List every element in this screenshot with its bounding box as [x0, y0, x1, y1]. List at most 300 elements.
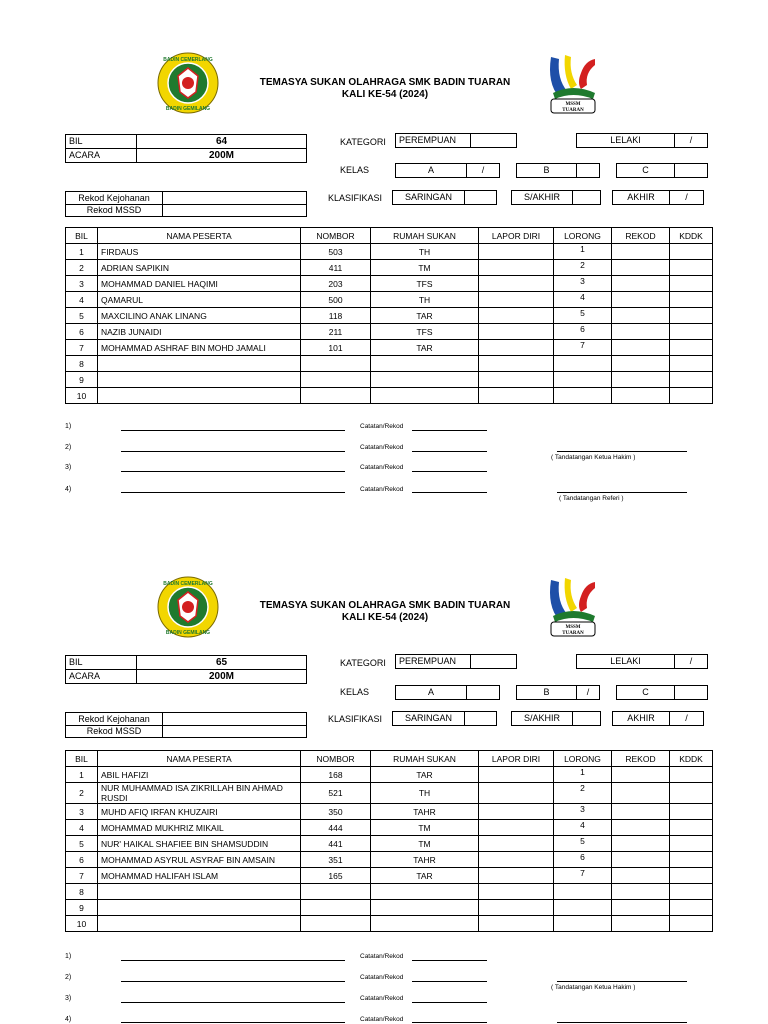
- row-kddk-cell[interactable]: [670, 783, 713, 804]
- kelas-label: KELAS: [340, 687, 370, 697]
- row-bil-cell: 6: [66, 324, 98, 340]
- row-rekod-cell[interactable]: [612, 324, 670, 340]
- catatan-line-1[interactable]: [412, 430, 487, 431]
- table-row: [66, 868, 713, 884]
- col-header-kddk: KDDK: [670, 751, 713, 767]
- akhir-label: AKHIR: [612, 190, 670, 205]
- row-rumah-cell: [371, 884, 479, 900]
- row-nombor-cell: 521: [301, 783, 371, 804]
- row-rekod-cell[interactable]: [612, 388, 670, 404]
- row-rumah-cell: TH: [371, 292, 479, 308]
- kategori-label: KATEGORI: [340, 137, 386, 147]
- table-row: [66, 324, 713, 340]
- row-kddk-cell[interactable]: [670, 388, 713, 404]
- row-lapor-cell[interactable]: [479, 783, 554, 804]
- kategori-label: KATEGORI: [340, 658, 386, 668]
- row-rumah-cell: [371, 388, 479, 404]
- table-row: [66, 308, 713, 324]
- row-bil-cell: 3: [66, 276, 98, 292]
- row-nama-cell: MAXCILINO ANAK LINANG: [98, 308, 301, 324]
- row-lorong-cell: 3: [554, 276, 612, 292]
- row-rumah-cell: TAHR: [371, 852, 479, 868]
- line-number-4: 4): [65, 1016, 72, 1023]
- klasifikasi-label: KLASIFIKASI: [328, 714, 383, 724]
- col-header-bil: BIL: [66, 228, 98, 244]
- col-header-lorong: LORONG: [554, 228, 612, 244]
- sakhir-label: S/AKHIR: [511, 711, 573, 726]
- row-lapor-cell[interactable]: [479, 868, 554, 884]
- row-lapor-cell[interactable]: [479, 308, 554, 324]
- row-rumah-cell: TM: [371, 836, 479, 852]
- row-nama-cell: MOHAMMAD DANIEL HAQIMI: [98, 276, 301, 292]
- row-kddk-cell[interactable]: [670, 916, 713, 932]
- table-body: [66, 244, 713, 404]
- rekod-mssd-label: Rekod MSSD: [65, 725, 163, 738]
- ketua-hakim-label: ( Tandatangan Ketua Hakim ): [551, 454, 636, 461]
- row-rekod-cell[interactable]: [612, 372, 670, 388]
- svg-text:BADIN GEMILANG: BADIN GEMILANG: [165, 106, 211, 112]
- row-kddk-cell[interactable]: [670, 340, 713, 356]
- row-lapor-cell[interactable]: [479, 820, 554, 836]
- perempuan-check[interactable]: [470, 133, 517, 148]
- class-b-check[interactable]: /: [576, 685, 600, 700]
- ketua-hakim-signature-line[interactable]: [557, 451, 687, 452]
- row-lorong-cell: 5: [554, 308, 612, 324]
- lelaki-label: LELAKI: [576, 133, 675, 148]
- row-lorong-cell: 2: [554, 783, 612, 804]
- svg-text:TUARAN: TUARAN: [562, 631, 584, 636]
- row-bil-cell: 7: [66, 340, 98, 356]
- row-nama-cell: QAMARUL: [98, 292, 301, 308]
- table-row: [66, 356, 713, 372]
- row-nombor-cell: [301, 388, 371, 404]
- saringan-label: SARINGAN: [392, 190, 465, 205]
- row-bil-cell: 6: [66, 852, 98, 868]
- row-nombor-cell: 444: [301, 820, 371, 836]
- row-rumah-cell: TAR: [371, 340, 479, 356]
- row-kddk-cell[interactable]: [670, 884, 713, 900]
- class-c-check[interactable]: [674, 685, 708, 700]
- row-lorong-cell: [554, 356, 612, 372]
- row-lorong-cell: 5: [554, 836, 612, 852]
- row-nombor-cell: [301, 916, 371, 932]
- row-bil-cell: 10: [66, 388, 98, 404]
- row-nombor-cell: 168: [301, 767, 371, 783]
- acara-value-cell[interactable]: 200M: [136, 148, 307, 163]
- svg-text:TUARAN: TUARAN: [562, 108, 584, 113]
- catatan-label-2: Catatan/Rekod: [360, 444, 404, 451]
- row-bil-cell: 5: [66, 308, 98, 324]
- row-lapor-cell[interactable]: [479, 804, 554, 820]
- table-row: [66, 916, 713, 932]
- ketua-hakim-signature-line[interactable]: [557, 981, 687, 982]
- class-a-label: A: [395, 685, 467, 700]
- heat-sheet-64: [0, 0, 768, 500]
- row-lorong-cell: [554, 900, 612, 916]
- row-bil-cell: 7: [66, 868, 98, 884]
- class-b-check[interactable]: [576, 163, 600, 178]
- row-lorong-cell: 4: [554, 820, 612, 836]
- col-header-bil: BIL: [66, 751, 98, 767]
- row-kddk-cell[interactable]: [670, 852, 713, 868]
- sakhir-label: S/AKHIR: [511, 190, 573, 205]
- row-bil-cell: 1: [66, 244, 98, 260]
- row-nama-cell: MUHD AFIQ IRFAN KHUZAIRI: [98, 804, 301, 820]
- row-nombor-cell: [301, 356, 371, 372]
- title-line-2: KALI KE-54 (2024): [341, 612, 429, 623]
- row-nama-cell: MOHAMMAD ASHRAF BIN MOHD JAMALI: [98, 340, 301, 356]
- bil-label-cell: BIL: [65, 655, 137, 670]
- row-rumah-cell: TAR: [371, 868, 479, 884]
- table-row: [66, 836, 713, 852]
- row-lorong-cell: 1: [554, 244, 612, 260]
- row-lapor-cell[interactable]: [479, 852, 554, 868]
- row-rumah-cell: TH: [371, 244, 479, 260]
- col-header-lapor: LAPOR DIRI: [479, 228, 554, 244]
- row-lapor-cell[interactable]: [479, 916, 554, 932]
- rekod-mssd-label: Rekod MSSD: [65, 204, 163, 217]
- line-number-1: 1): [65, 423, 72, 430]
- row-nombor-cell: 165: [301, 868, 371, 884]
- row-kddk-cell[interactable]: [670, 260, 713, 276]
- row-lapor-cell[interactable]: [479, 836, 554, 852]
- row-bil-cell: 4: [66, 820, 98, 836]
- row-kddk-cell[interactable]: [670, 276, 713, 292]
- svg-text:BADIN GEMILANG: BADIN GEMILANG: [165, 630, 211, 636]
- row-nombor-cell: 411: [301, 260, 371, 276]
- result-line-4[interactable]: [121, 492, 345, 493]
- row-bil-cell: 5: [66, 836, 98, 852]
- table-row: [66, 372, 713, 388]
- mssm-tuaran-logo: [545, 576, 601, 638]
- akhir-check[interactable]: /: [669, 190, 704, 205]
- perempuan-check[interactable]: [470, 654, 517, 669]
- sakhir-check[interactable]: [572, 190, 601, 205]
- table-row: [66, 340, 713, 356]
- row-nama-cell: FIRDAUS: [98, 244, 301, 260]
- row-kddk-cell[interactable]: [670, 900, 713, 916]
- row-rekod-cell[interactable]: [612, 804, 670, 820]
- row-kddk-cell[interactable]: [670, 372, 713, 388]
- col-header-nama: NAMA PESERTA: [98, 751, 301, 767]
- row-kddk-cell[interactable]: [670, 836, 713, 852]
- row-rekod-cell[interactable]: [612, 852, 670, 868]
- row-lapor-cell[interactable]: [479, 900, 554, 916]
- row-bil-cell: 9: [66, 900, 98, 916]
- table-row: [66, 783, 713, 804]
- kelas-label: KELAS: [340, 165, 370, 175]
- result-line-3[interactable]: [121, 1002, 345, 1003]
- row-bil-cell: 1: [66, 767, 98, 783]
- rekod-kejohanan-label: Rekod Kejohanan: [65, 191, 163, 205]
- referi-signature-line[interactable]: [557, 1022, 687, 1023]
- acara-value-cell[interactable]: 200M: [136, 669, 307, 684]
- row-kddk-cell[interactable]: [670, 804, 713, 820]
- catatan-label-1: Catatan/Rekod: [360, 953, 404, 960]
- row-bil-cell: 8: [66, 884, 98, 900]
- col-header-lapor: LAPOR DIRI: [479, 751, 554, 767]
- row-rumah-cell: [371, 900, 479, 916]
- row-rekod-cell[interactable]: [612, 783, 670, 804]
- table-row: [66, 292, 713, 308]
- table-header-row: [66, 228, 713, 244]
- saringan-check[interactable]: [464, 711, 497, 726]
- table-header-row: [66, 751, 713, 767]
- row-lorong-cell: 6: [554, 324, 612, 340]
- referi-label: ( Tandatangan Referi ): [559, 495, 624, 502]
- row-rumah-cell: [371, 372, 479, 388]
- perempuan-label: PEREMPUAN: [395, 654, 471, 669]
- row-nama-cell: [98, 372, 301, 388]
- row-nombor-cell: [301, 372, 371, 388]
- line-number-1: 1): [65, 953, 72, 960]
- klasifikasi-label: KLASIFIKASI: [328, 193, 383, 203]
- row-rumah-cell: TM: [371, 820, 479, 836]
- row-lorong-cell: [554, 916, 612, 932]
- row-rekod-cell[interactable]: [612, 767, 670, 783]
- catatan-label-2: Catatan/Rekod: [360, 974, 404, 981]
- row-bil-cell: 10: [66, 916, 98, 932]
- row-bil-cell: 2: [66, 783, 98, 804]
- acara-label-cell: ACARA: [65, 669, 137, 684]
- result-line-3[interactable]: [121, 471, 345, 472]
- row-lorong-cell: [554, 884, 612, 900]
- row-rekod-cell[interactable]: [612, 340, 670, 356]
- line-number-2: 2): [65, 444, 72, 451]
- svg-text:MSSM: MSSM: [565, 102, 581, 107]
- row-nombor-cell: 101: [301, 340, 371, 356]
- result-line-1[interactable]: [121, 960, 345, 961]
- row-rekod-cell[interactable]: [612, 868, 670, 884]
- title-line-2: KALI KE-54 (2024): [341, 89, 429, 100]
- svg-text:BADIN CEMERLANG: BADIN CEMERLANG: [163, 581, 213, 587]
- row-rekod-cell[interactable]: [612, 308, 670, 324]
- mssm-tuaran-logo: [545, 53, 601, 115]
- row-nombor-cell: [301, 884, 371, 900]
- rekod-mssd-value[interactable]: [162, 725, 307, 738]
- lelaki-check[interactable]: /: [674, 133, 708, 148]
- col-header-nombor: NOMBOR: [301, 751, 371, 767]
- referi-signature-line[interactable]: [557, 492, 687, 493]
- row-lapor-cell[interactable]: [479, 372, 554, 388]
- school-crest-logo: [157, 52, 219, 114]
- row-rekod-cell[interactable]: [612, 356, 670, 372]
- svg-text:BADIN CEMERLANG: BADIN CEMERLANG: [163, 57, 213, 63]
- row-rekod-cell[interactable]: [612, 884, 670, 900]
- catatan-label-3: Catatan/Rekod: [360, 464, 404, 471]
- row-nama-cell: ABIL HAFIZI: [98, 767, 301, 783]
- class-a-check[interactable]: [466, 685, 500, 700]
- row-bil-cell: 4: [66, 292, 98, 308]
- catatan-line-2[interactable]: [412, 981, 487, 982]
- row-rekod-cell[interactable]: [612, 292, 670, 308]
- col-header-lorong: LORONG: [554, 751, 612, 767]
- row-rumah-cell: TAR: [371, 767, 479, 783]
- table-row: [66, 804, 713, 820]
- row-rekod-cell[interactable]: [612, 276, 670, 292]
- ketua-hakim-label: ( Tandatangan Ketua Hakim ): [551, 984, 636, 991]
- akhir-check[interactable]: /: [669, 711, 704, 726]
- class-a-check[interactable]: /: [466, 163, 500, 178]
- saringan-check[interactable]: [464, 190, 497, 205]
- row-nama-cell: [98, 356, 301, 372]
- catatan-line-4[interactable]: [412, 492, 487, 493]
- row-lorong-cell: 6: [554, 852, 612, 868]
- row-nama-cell: NAZIB JUNAIDI: [98, 324, 301, 340]
- row-rumah-cell: TFS: [371, 276, 479, 292]
- col-header-kddk: KDDK: [670, 228, 713, 244]
- row-nama-cell: [98, 884, 301, 900]
- row-lorong-cell: [554, 372, 612, 388]
- rekod-mssd-value[interactable]: [162, 204, 307, 217]
- col-header-rekod: REKOD: [612, 228, 670, 244]
- row-nama-cell: [98, 916, 301, 932]
- heat-sheet-65: [0, 524, 768, 1024]
- row-lapor-cell[interactable]: [479, 767, 554, 783]
- row-lapor-cell[interactable]: [479, 884, 554, 900]
- sakhir-check[interactable]: [572, 711, 601, 726]
- row-nombor-cell: 211: [301, 324, 371, 340]
- title-line-1: TEMASYA SUKAN OLAHRAGA SMK BADIN TUARAN: [259, 77, 511, 88]
- row-nama-cell: MOHAMMAD ASYRUL ASYRAF BIN AMSAIN: [98, 852, 301, 868]
- class-c-check[interactable]: [674, 163, 708, 178]
- row-kddk-cell[interactable]: [670, 356, 713, 372]
- col-header-rekod: REKOD: [612, 751, 670, 767]
- catatan-line-3[interactable]: [412, 1002, 487, 1003]
- catatan-line-4[interactable]: [412, 1022, 487, 1023]
- col-header-rumah: RUMAH SUKAN: [371, 228, 479, 244]
- row-kddk-cell[interactable]: [670, 767, 713, 783]
- akhir-label: AKHIR: [612, 711, 670, 726]
- result-line-1[interactable]: [121, 430, 345, 431]
- row-rekod-cell[interactable]: [612, 260, 670, 276]
- catatan-line-2[interactable]: [412, 451, 487, 452]
- line-number-4: 4): [65, 486, 72, 493]
- catatan-label-1: Catatan/Rekod: [360, 423, 404, 430]
- row-lorong-cell: 2: [554, 260, 612, 276]
- perempuan-label: PEREMPUAN: [395, 133, 471, 148]
- table-row: [66, 388, 713, 404]
- table-row: [66, 884, 713, 900]
- row-lapor-cell[interactable]: [479, 388, 554, 404]
- class-a-label: A: [395, 163, 467, 178]
- catatan-line-3[interactable]: [412, 471, 487, 472]
- catatan-label-4: Catatan/Rekod: [360, 486, 404, 493]
- bil-value-cell[interactable]: 64: [136, 134, 307, 149]
- row-nama-cell: NUR' HAIKAL SHAFIEE BIN SHAMSUDDIN: [98, 836, 301, 852]
- table-row: [66, 276, 713, 292]
- table-row: [66, 244, 713, 260]
- rekod-kejohanan-value[interactable]: [162, 712, 307, 726]
- row-kddk-cell[interactable]: [670, 244, 713, 260]
- row-rekod-cell[interactable]: [612, 916, 670, 932]
- row-bil-cell: 3: [66, 804, 98, 820]
- row-nombor-cell: 503: [301, 244, 371, 260]
- table-row: [66, 260, 713, 276]
- row-lorong-cell: 7: [554, 340, 612, 356]
- row-lapor-cell[interactable]: [479, 260, 554, 276]
- class-c-label: C: [616, 685, 675, 700]
- participants-table: [65, 750, 713, 932]
- rekod-kejohanan-value[interactable]: [162, 191, 307, 205]
- bil-label-cell: BIL: [65, 134, 137, 149]
- lelaki-label: LELAKI: [576, 654, 675, 669]
- row-kddk-cell[interactable]: [670, 324, 713, 340]
- row-lapor-cell[interactable]: [479, 356, 554, 372]
- table-row: [66, 820, 713, 836]
- row-rumah-cell: TAR: [371, 308, 479, 324]
- row-lorong-cell: 7: [554, 868, 612, 884]
- catatan-line-1[interactable]: [412, 960, 487, 961]
- row-kddk-cell[interactable]: [670, 820, 713, 836]
- bil-value-cell[interactable]: 65: [136, 655, 307, 670]
- table-body: [66, 767, 713, 932]
- row-lorong-cell: [554, 388, 612, 404]
- col-header-nombor: NOMBOR: [301, 228, 371, 244]
- catatan-label-3: Catatan/Rekod: [360, 995, 404, 1002]
- line-number-2: 2): [65, 974, 72, 981]
- row-nama-cell: [98, 388, 301, 404]
- row-kddk-cell[interactable]: [670, 868, 713, 884]
- row-bil-cell: 8: [66, 356, 98, 372]
- row-nombor-cell: 118: [301, 308, 371, 324]
- row-lapor-cell[interactable]: [479, 340, 554, 356]
- col-header-rumah: RUMAH SUKAN: [371, 751, 479, 767]
- row-lapor-cell[interactable]: [479, 244, 554, 260]
- table-row: [66, 900, 713, 916]
- row-rekod-cell[interactable]: [612, 820, 670, 836]
- page-title: [230, 77, 540, 101]
- row-rumah-cell: TM: [371, 260, 479, 276]
- row-nombor-cell: 350: [301, 804, 371, 820]
- row-lapor-cell[interactable]: [479, 292, 554, 308]
- row-lorong-cell: 4: [554, 292, 612, 308]
- row-nama-cell: NUR MUHAMMAD ISA ZIKRILLAH BIN AHMAD RUSDI: [98, 783, 301, 804]
- row-nombor-cell: 500: [301, 292, 371, 308]
- row-nama-cell: [98, 900, 301, 916]
- catatan-label-4: Catatan/Rekod: [360, 1016, 404, 1023]
- row-rumah-cell: [371, 916, 479, 932]
- table-row: [66, 852, 713, 868]
- class-b-label: B: [516, 685, 577, 700]
- row-bil-cell: 2: [66, 260, 98, 276]
- result-line-2[interactable]: [121, 451, 345, 452]
- row-kddk-cell[interactable]: [670, 292, 713, 308]
- row-rekod-cell[interactable]: [612, 900, 670, 916]
- row-nombor-cell: 441: [301, 836, 371, 852]
- row-nama-cell: MOHAMMAD HALIFAH ISLAM: [98, 868, 301, 884]
- row-lorong-cell: 3: [554, 804, 612, 820]
- row-kddk-cell[interactable]: [670, 308, 713, 324]
- row-lorong-cell: 1: [554, 767, 612, 783]
- row-nombor-cell: [301, 900, 371, 916]
- result-line-4[interactable]: [121, 1022, 345, 1023]
- class-b-label: B: [516, 163, 577, 178]
- result-line-2[interactable]: [121, 981, 345, 982]
- class-c-label: C: [616, 163, 675, 178]
- svg-text:MSSM: MSSM: [565, 625, 581, 630]
- row-lapor-cell[interactable]: [479, 276, 554, 292]
- row-nombor-cell: 203: [301, 276, 371, 292]
- row-lapor-cell[interactable]: [479, 324, 554, 340]
- row-nama-cell: ADRIAN SAPIKIN: [98, 260, 301, 276]
- lelaki-check[interactable]: /: [674, 654, 708, 669]
- acara-label-cell: ACARA: [65, 148, 137, 163]
- row-rekod-cell[interactable]: [612, 244, 670, 260]
- title-line-1: TEMASYA SUKAN OLAHRAGA SMK BADIN TUARAN: [259, 600, 511, 611]
- table-row: [66, 767, 713, 783]
- row-rekod-cell[interactable]: [612, 836, 670, 852]
